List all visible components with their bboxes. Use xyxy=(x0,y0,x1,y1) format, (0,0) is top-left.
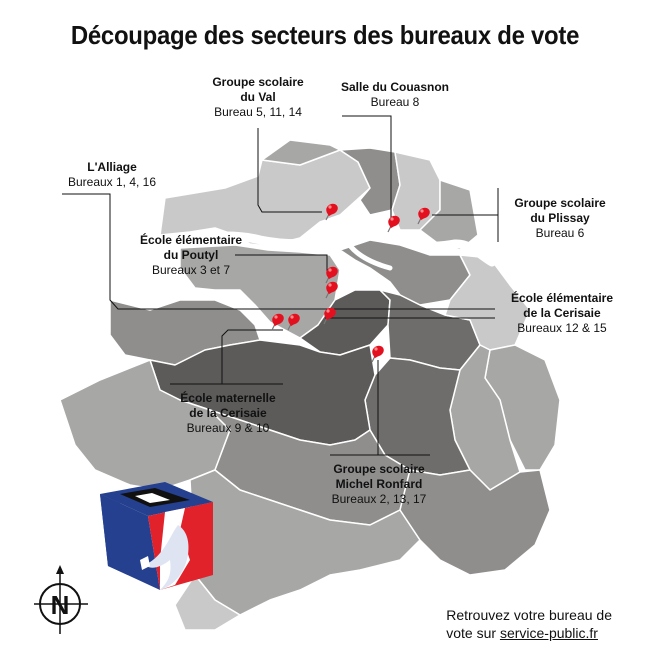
label-cerisaie-elem xyxy=(500,291,624,336)
location-bureaux: Bureaux 3 et 7 xyxy=(151,263,231,277)
location-name: Groupe scolaire Michel Ronfard xyxy=(333,462,425,491)
location-bureaux: Bureau 8 xyxy=(370,95,420,109)
label-alliage xyxy=(52,160,172,190)
location-name: Groupe scolaire du Val xyxy=(212,75,304,104)
location-bureaux: Bureaux 2, 13, 17 xyxy=(331,492,427,506)
sector-north-west xyxy=(160,150,370,246)
location-bureaux: Bureaux 12 & 15 xyxy=(517,321,607,335)
label-couasnon xyxy=(320,80,470,110)
footer-line-1: Retrouvez votre bureau de xyxy=(446,607,612,623)
location-name: École élémentaire du Poutyl xyxy=(139,233,243,262)
location-name: Groupe scolaire du Plissay xyxy=(514,196,606,225)
label-poutyl xyxy=(128,233,254,278)
service-public-link[interactable]: service-public.fr xyxy=(499,625,598,641)
location-name: L'Alliage xyxy=(87,160,137,174)
ballot-box-illustration xyxy=(100,482,213,590)
location-bureaux: Bureaux 1, 4, 16 xyxy=(67,175,157,189)
map-title: Découpage des secteurs des bureaux de vote xyxy=(70,20,580,50)
location-name: Salle du Couasnon xyxy=(340,80,449,94)
label-maternelle xyxy=(168,391,288,436)
label-val xyxy=(196,75,320,120)
location-name: École maternelle de la Cerisaie xyxy=(180,391,276,420)
footer-note xyxy=(446,606,612,642)
location-bureaux: Bureau 6 xyxy=(535,226,585,240)
compass-north-label: N xyxy=(50,590,70,620)
location-bureaux: Bureau 5, 11, 14 xyxy=(214,105,302,119)
label-ronfard xyxy=(316,462,442,507)
footer-line-2-prefix: vote sur xyxy=(446,625,500,641)
location-name: École élémentaire de la Cerisaie xyxy=(510,291,614,320)
label-plissay xyxy=(500,196,620,241)
location-bureaux: Bureaux 9 & 10 xyxy=(186,421,270,435)
compass xyxy=(34,565,88,634)
